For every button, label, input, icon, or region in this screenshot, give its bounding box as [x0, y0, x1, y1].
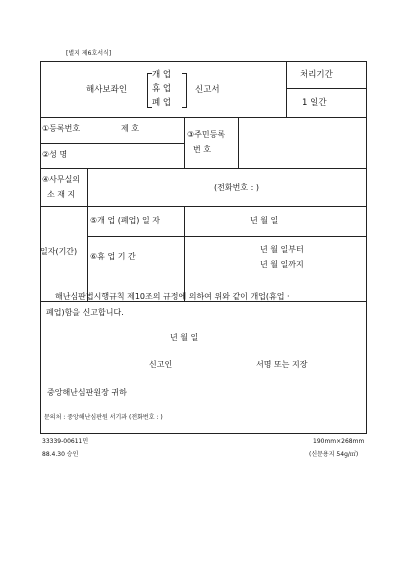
office-section-bottom — [40, 206, 367, 207]
date-line: 년 월 일 — [170, 333, 199, 342]
suspend-to: 년 월 일까지 — [260, 260, 304, 269]
title-suffix: 신고서 — [195, 85, 220, 95]
inquiry: 문의처 : 중앙해난심판원 서기과 (전화번호 : ) — [44, 414, 163, 421]
office-label-divider — [87, 168, 88, 302]
option-close: 폐 업 — [152, 98, 172, 108]
title-prefix: 해사보좌인 — [86, 85, 128, 95]
option-open: 개 업 — [152, 70, 172, 80]
period-divider — [286, 88, 367, 89]
reg-col-divider — [184, 117, 185, 169]
declaration-line-1: 해난심판법시행규칙 제10조의 규정에 의하여 위와 같이 개업(휴업 · — [55, 292, 290, 301]
processing-period-value: 1 일간 — [302, 98, 327, 108]
date-section-bottom — [40, 301, 367, 302]
resident-col-divider — [238, 117, 239, 169]
signature-label: 서명 또는 지장 — [256, 360, 308, 369]
footer-size: 190mm×268mm — [313, 438, 365, 445]
office-label-2: 소 재 지 — [47, 190, 76, 199]
right-bracket — [182, 73, 187, 108]
suspend-from: 년 월 일부터 — [260, 245, 304, 254]
header-divider — [286, 61, 287, 118]
form-id: [별지 제6호서식] — [66, 50, 112, 57]
resident-no-label-2: 번 호 — [193, 145, 211, 154]
phone-hint: (전화번호 : ) — [214, 183, 259, 192]
header-bottom — [40, 117, 367, 118]
office-label: ④사무실의 — [42, 175, 81, 184]
frame-top — [40, 61, 367, 62]
date-group-label: 일자(기간) — [40, 247, 78, 256]
reg-row-divider — [40, 143, 184, 144]
reg-no-value: 제 호 — [121, 124, 139, 133]
date-row-divider — [87, 236, 367, 237]
footer-approval: 88.4.30 승인 — [42, 451, 79, 458]
reg-no-label: ①등록번호 — [42, 124, 81, 133]
declaration-line-2: 폐업)함을 신고합니다. — [46, 308, 124, 317]
date-col-divider — [184, 206, 185, 302]
name-label: ②성 명 — [42, 150, 68, 159]
addressee: 중앙해난심판원장 귀하 — [47, 388, 127, 397]
frame-bottom — [40, 433, 367, 434]
applicant-label: 신고인 — [149, 360, 173, 369]
footer-paper: (신문용지 54g/㎡) — [309, 451, 359, 458]
open-close-label: ⑤개 업 (폐업) 일 자 — [90, 216, 160, 225]
open-close-value: 년 월 일 — [250, 216, 279, 225]
resident-no-label: ③주민등록 — [187, 130, 226, 139]
suspend-label: ⑥휴 업 기 간 — [90, 252, 136, 261]
reg-section-bottom — [40, 168, 367, 169]
option-suspend: 휴 업 — [152, 84, 172, 94]
processing-period-label: 처리기간 — [300, 70, 333, 80]
footer-code: 33339-00611민 — [42, 438, 89, 445]
